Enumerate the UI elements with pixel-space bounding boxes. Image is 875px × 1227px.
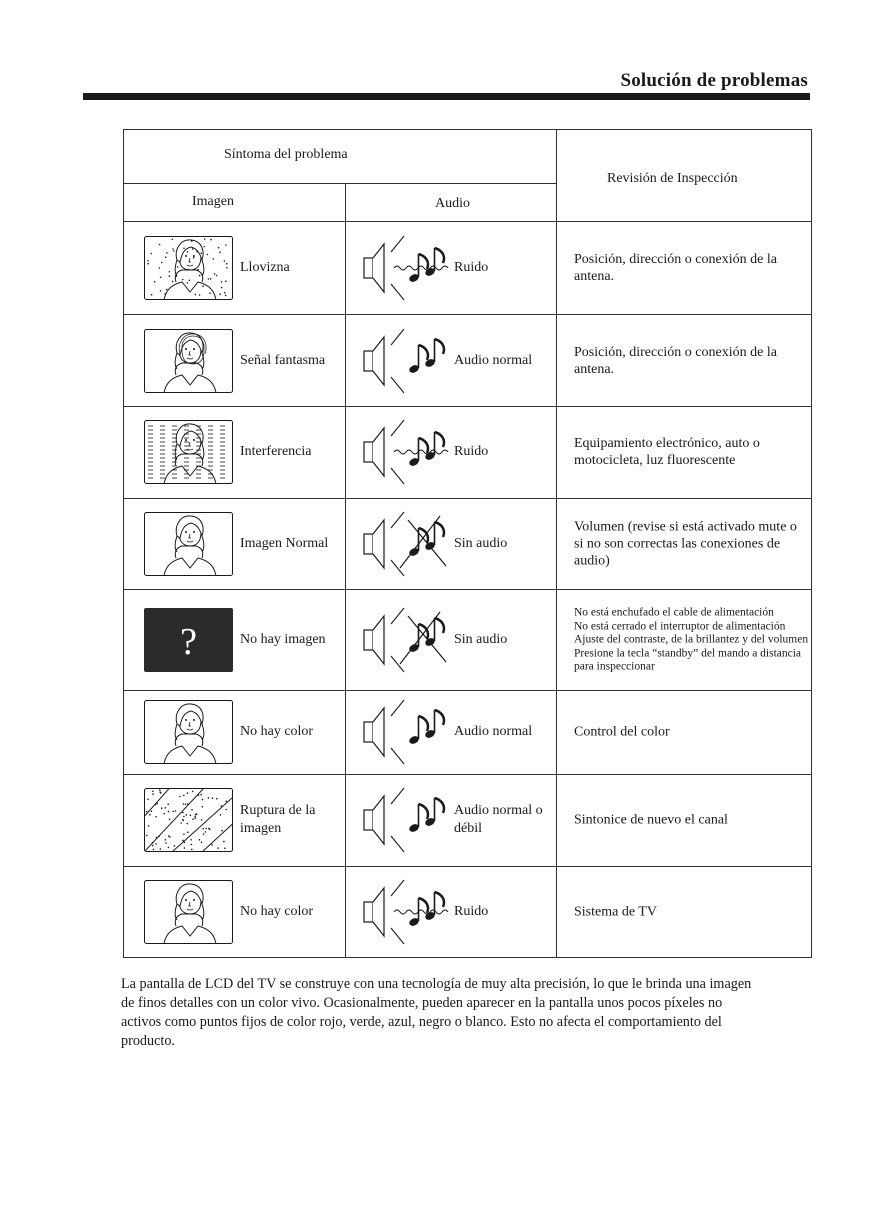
image-symptom-cell (124, 406, 346, 498)
audio-symptom-label: Audio normal o débil (454, 803, 543, 837)
header-symptom (124, 130, 557, 184)
inspection-line: Sistema de TV (574, 904, 657, 920)
inspection-line: Volumen (revise si está activado mute o si no son correctas las conexiones de audio) (574, 519, 797, 569)
snow-image-thumbnail (144, 236, 233, 300)
normal-image-thumbnail (144, 880, 233, 944)
audio-symptom-label: Ruido (454, 260, 489, 276)
troubleshooting-table (123, 129, 812, 958)
audio-symptom-cell (346, 498, 557, 589)
image-symptom-label: Llovizna (240, 260, 290, 276)
inspection-cell (557, 691, 812, 774)
table-row (124, 498, 812, 589)
speaker-noise-icon (360, 870, 468, 954)
audio-symptom-label: Sin audio (454, 632, 508, 648)
audio-symptom-cell (346, 406, 557, 498)
inspection-text (574, 606, 810, 674)
image-symptom-cell (124, 222, 346, 315)
table-row (124, 691, 812, 774)
lcd-pixel-note: La pantalla de LCD del TV se construye con una tecnología de muy alta precisión, lo que le brinda una imagen de finos detalles con un color vivo. Ocasionalmente, pueden aparecer en la pantalla unos pocos píxeles no activos como puntos fijos de color rojo, verde, azul, negro o blanco. Esto no afecta el comportamiento del producto. (121, 976, 752, 1049)
image-symptom-label: No hay imagen (240, 632, 326, 648)
speaker-normal-icon (360, 778, 468, 862)
interference-image-thumbnail (144, 420, 233, 484)
audio-symptom-cell (346, 866, 557, 957)
audio-symptom-cell (346, 222, 557, 315)
inspection-cell (557, 866, 812, 957)
table-row (124, 315, 812, 406)
image-symptom-label: Ruptura de la imagen (240, 803, 316, 837)
broken-image-thumbnail (144, 788, 233, 852)
header-inspection-label: Revisión de Inspección (607, 171, 738, 186)
page-title: Solución de problemas (620, 70, 808, 91)
inspection-text (574, 251, 808, 285)
normal-image-thumbnail (144, 700, 233, 764)
inspection-cell (557, 406, 812, 498)
header-image (124, 184, 346, 222)
no-picture-thumbnail (144, 608, 233, 672)
speaker-mute-icon (360, 502, 468, 586)
audio-symptom-cell (346, 590, 557, 691)
inspection-text (574, 812, 808, 829)
inspection-text (574, 344, 808, 378)
header-audio (346, 184, 557, 222)
normal-image-thumbnail (144, 512, 233, 576)
table-row (124, 774, 812, 866)
audio-symptom-cell (346, 691, 557, 774)
inspection-text (574, 435, 808, 469)
table-row (124, 222, 812, 315)
inspection-line: Posición, dirección o conexión de la antena. (574, 252, 777, 285)
speaker-normal-icon (360, 319, 468, 403)
image-symptom-cell (124, 774, 346, 866)
image-symptom-cell (124, 498, 346, 589)
audio-symptom-label: Audio normal (454, 352, 533, 368)
inspection-line: Posición, dirección o conexión de la antena. (574, 344, 777, 377)
inspection-cell (557, 498, 812, 589)
image-symptom-label: No hay color (240, 903, 314, 919)
ghost-image-thumbnail (144, 329, 233, 393)
inspection-line: Sintonice de nuevo el canal (574, 812, 728, 828)
inspection-line: Presione la tecla “standby” del mando a distancia para inspeccionar (574, 646, 802, 673)
inspection-text (574, 903, 808, 920)
header-inspection (557, 130, 812, 222)
inspection-line: No está enchufado el cable de alimentación (574, 606, 774, 619)
header-symptom-label: Síntoma del problema (224, 147, 348, 162)
speaker-mute-icon (360, 598, 468, 682)
inspection-line: Ajuste del contraste, de la brillantez y del volumen (574, 633, 809, 646)
image-symptom-cell (124, 590, 346, 691)
title-rule (83, 93, 810, 100)
inspection-text (574, 724, 808, 741)
speaker-noise-icon (360, 410, 468, 494)
audio-symptom-label: Ruido (454, 444, 489, 460)
speaker-normal-icon (360, 691, 468, 774)
inspection-line: No está cerrado el interruptor de alimentación (574, 619, 786, 632)
header-audio-label: Audio (435, 196, 470, 212)
audio-symptom-cell (346, 774, 557, 866)
image-symptom-cell (124, 866, 346, 957)
audio-symptom-label: Ruido (454, 903, 489, 919)
audio-symptom-label: Audio normal (454, 724, 533, 740)
audio-symptom-cell (346, 315, 557, 406)
image-symptom-label: Señal fantasma (240, 352, 326, 368)
image-symptom-label: Imagen Normal (240, 535, 329, 551)
table-row (124, 406, 812, 498)
image-symptom-cell (124, 691, 346, 774)
question-mark-glyph: ? (180, 621, 197, 664)
inspection-line: Control del color (574, 724, 670, 740)
inspection-cell (557, 315, 812, 406)
speaker-noise-icon (360, 226, 468, 310)
table-row (124, 866, 812, 957)
table-row (124, 590, 812, 691)
audio-symptom-label: Sin audio (454, 535, 508, 551)
image-symptom-label: No hay color (240, 724, 314, 740)
header-image-label: Imagen (192, 194, 234, 210)
inspection-cell (557, 590, 812, 691)
inspection-cell (557, 222, 812, 315)
inspection-line: Equipamiento electrónico, auto o motocicleta, luz fluorescente (574, 436, 760, 469)
inspection-text (574, 518, 808, 569)
image-symptom-cell (124, 315, 346, 406)
image-symptom-label: Interferencia (240, 444, 312, 460)
inspection-cell (557, 774, 812, 866)
